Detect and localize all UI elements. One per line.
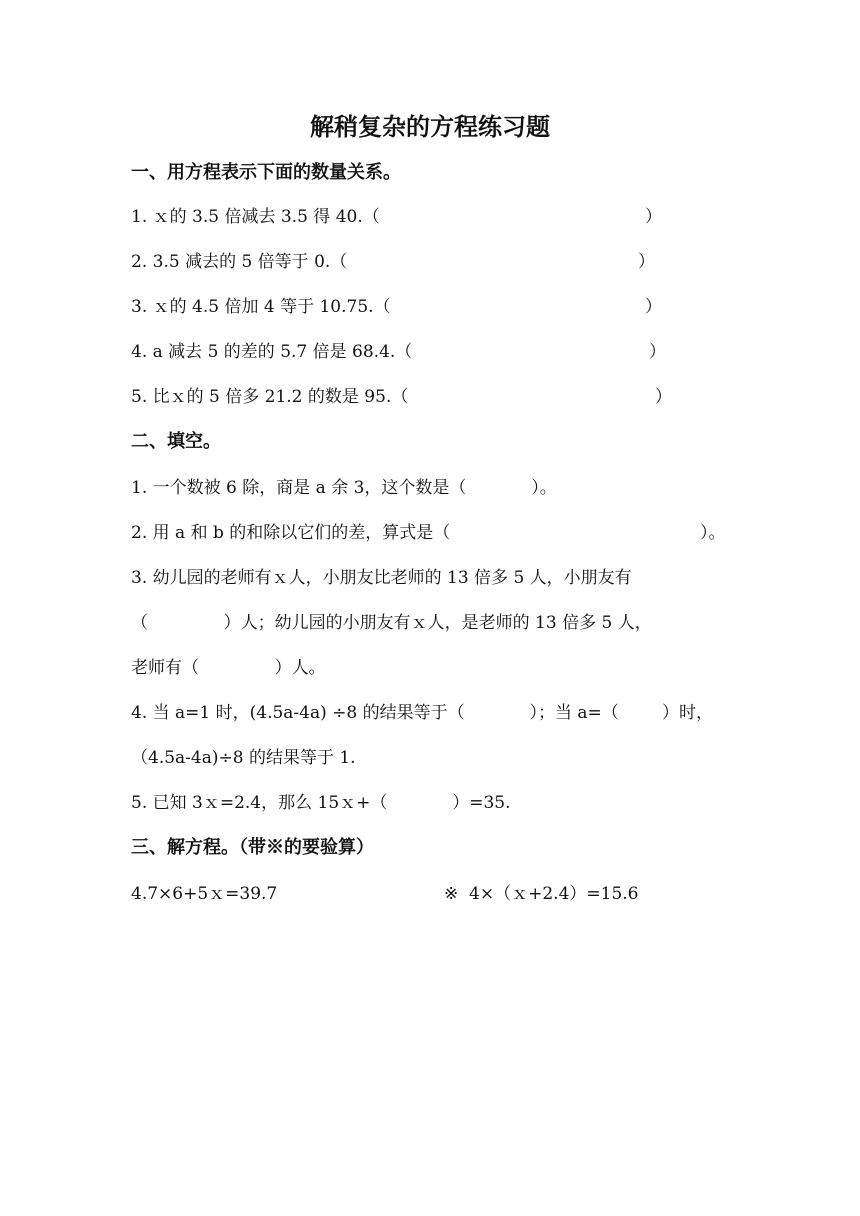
equation-2: ※ 4×（ｘ+2.4）=15.6	[444, 884, 639, 904]
section-2-item-3a: 3. 幼儿园的老师有ｘ人，小朋友比老师的 13 倍多 5 人，小朋友有	[131, 568, 632, 588]
section-2-item-3b: （ ）人；幼儿园的小朋友有ｘ人，是老师的 13 倍多 5 人，	[131, 613, 652, 633]
section-1-item-4-close: ）	[649, 342, 666, 362]
section-1-item-2-close: ）	[638, 252, 655, 272]
section-1-item-2: 2. 3.5 减去的 5 倍等于 0.（	[131, 252, 348, 272]
section-1-item-1: 1. ｘ的 3.5 倍减去 3.5 得 40.（	[131, 207, 380, 227]
section-1-item-4: 4. a 减去 5 的差的 5.7 倍是 68.4.（	[131, 342, 413, 362]
section-1-item-3: 3. ｘ的 4.5 倍加 4 等于 10.75.（	[131, 297, 391, 317]
section-2-item-3c: 老师有（ ）人。	[131, 658, 326, 678]
section-1-item-5: 5. 比ｘ的 5 倍多 21.2 的数是 95.（	[131, 387, 409, 407]
section-2-item-4b: （4.5a-4a)÷8 的结果等于 1.	[131, 748, 356, 768]
section-1-item-5-close: ）	[655, 387, 672, 407]
section-2-item-4a: 4. 当 a=1 时，(4.5a-4a) ÷8 的结果等于（ ）；当 a=（ ）时，	[131, 703, 713, 723]
section-2-item-2-close: ）。	[700, 523, 726, 543]
section-1-item-3-close: ）	[645, 297, 662, 317]
section-2-item-5: 5. 已知 3ｘ=2.4，那么 15ｘ+（ ）=35.	[131, 793, 511, 813]
section-2-heading: 二、填空。	[131, 431, 221, 452]
page-title: 解稍复杂的方程练习题	[310, 112, 550, 141]
section-3-heading: 三、解方程。（带※的要验算）	[131, 837, 374, 858]
section-2-item-1: 1. 一个数被 6 除，商是 a 余 3，这个数是（ ）。	[131, 478, 557, 498]
section-1-item-1-close: ）	[645, 207, 662, 227]
equation-1: 4.7×6+5ｘ=39.7	[131, 884, 278, 904]
section-2-item-2: 2. 用 a 和 b 的和除以它们的差，算式是（	[131, 523, 451, 543]
section-1-heading: 一、用方程表示下面的数量关系。	[131, 162, 401, 183]
